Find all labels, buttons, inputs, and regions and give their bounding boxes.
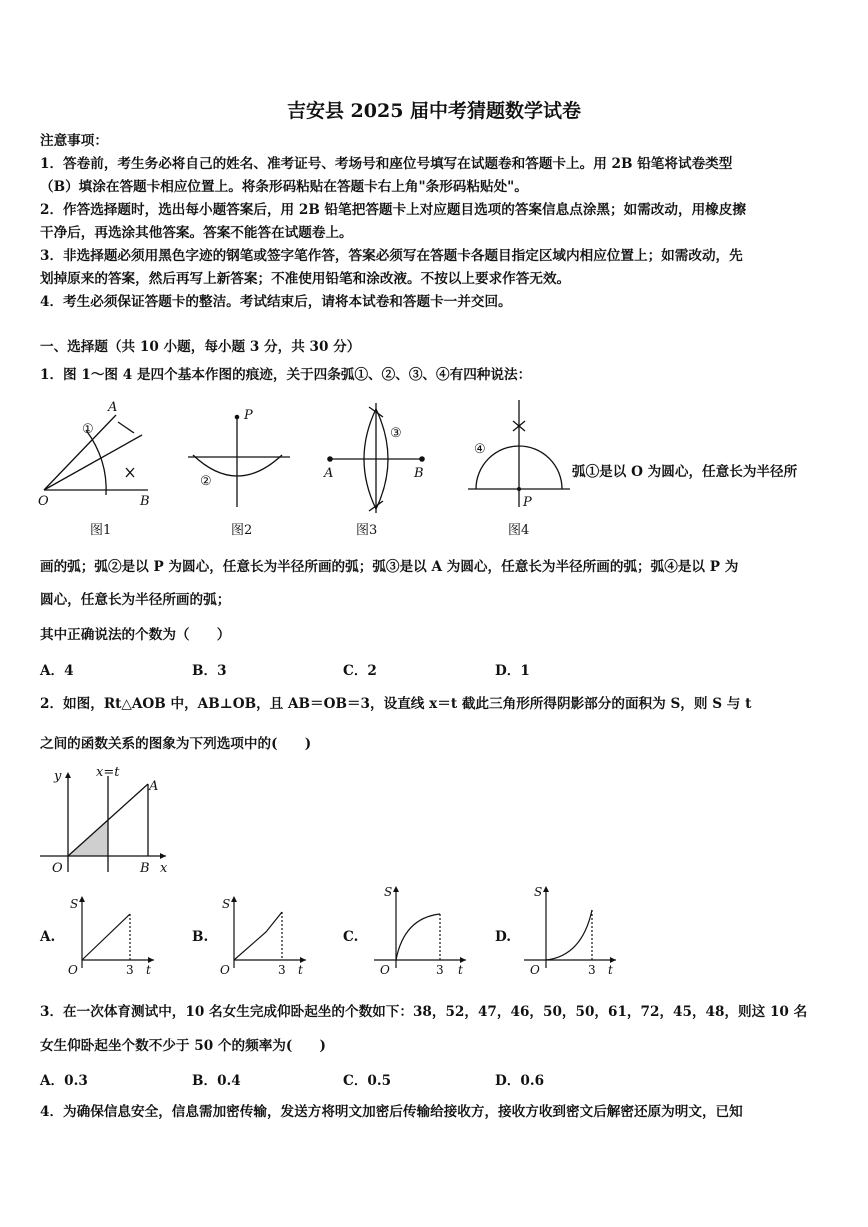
label-t: t (458, 963, 463, 977)
label-O: O (52, 861, 63, 876)
label-S: S (534, 885, 543, 899)
notice-heading: 注意事项： (40, 133, 108, 149)
label-B: B (140, 861, 150, 876)
arc-label-3: ③ (390, 426, 402, 441)
notice-line: （B）填涂在答题卡相应位置上。将条形码粘贴在答题卡右上角"条形码粘贴处"。 (40, 179, 528, 195)
label-t: t (146, 963, 151, 977)
question-1-side-text: 弧①是以 O 为圆心，任意长为半径所 (572, 464, 798, 480)
option-a: A. (40, 929, 56, 945)
label-t: t (298, 963, 303, 977)
fig-caption: 图3 (356, 523, 378, 538)
question-1-cont: 圆心，任意长为半径所画的弧； (40, 592, 231, 608)
option-a: A．0.3 (40, 1073, 88, 1089)
section-heading: 一、选择题（共 10 小题，每小题 3 分，共 30 分） (40, 339, 361, 355)
fig-caption: 图4 (508, 523, 530, 538)
q2-figure (36, 762, 176, 877)
label-S: S (222, 897, 231, 911)
arc-label-2: ② (200, 474, 212, 489)
option-b: B. (192, 929, 209, 945)
option-d: D. (495, 929, 512, 945)
option-c-graph (366, 880, 476, 980)
option-c: C．2 (343, 663, 377, 679)
label-S: S (70, 897, 79, 911)
question-4-stem: 4．为确保信息安全，信息需加密传输，发送方将明文加密后传输给接收方，接收方收到密文后解密还原为明文，已知 (40, 1104, 743, 1120)
option-a: A．4 (40, 663, 74, 679)
option-a-graph (62, 892, 162, 980)
question-1-stem: 1．图 1～图 4 是四个基本作图的痕迹，关于四条弧①、②、③、④有四种说法： (40, 367, 532, 383)
arc-label-4: ④ (474, 442, 486, 457)
label-y: y (54, 769, 62, 784)
notice-line: 4．考生必须保证答题卡的整洁。考试结束后，请将本试卷和答题卡一并交回。 (40, 294, 512, 310)
option-c: C. (343, 929, 359, 945)
label-A: A (108, 400, 118, 415)
label-P: P (523, 495, 532, 510)
label-B: B (140, 494, 150, 509)
label-3: 3 (126, 963, 134, 977)
option-d: D．1 (495, 663, 530, 679)
option-d-graph (516, 880, 626, 980)
label-O: O (68, 963, 78, 977)
option-b-graph (214, 892, 314, 980)
label-3: 3 (278, 963, 286, 977)
label-O: O (380, 963, 390, 977)
label-t: t (608, 963, 613, 977)
arc-label-1: ① (82, 422, 94, 437)
option-c: C．0.5 (343, 1073, 392, 1089)
label-3: 3 (588, 963, 596, 977)
fig-caption: 图2 (231, 523, 253, 538)
label-O: O (530, 963, 540, 977)
label-3: 3 (436, 963, 444, 977)
question-3-stem: 3．在一次体育测试中，10 名女生完成仰卧起坐的个数如下：38，52，47，46，50，50，61，72，45，48，则这 10 名 (40, 1004, 808, 1020)
label-B: B (414, 466, 424, 481)
notice-line: 3．非选择题必须用黑色字迹的钢笔或签字笔作答，答案必须写在答题卡各题目指定区域内相应位置上；如需改动，先 (40, 248, 743, 264)
notice-line: 2．作答选择题时，选出每小题答案后，用 2B 铅笔把答题卡上对应题目选项的答案信息点涂黑；如需改动，用橡皮擦 (40, 202, 746, 218)
notice-line: 干净后，再选涂其他答案。答案不能答在试题卷上。 (40, 225, 353, 241)
notice-line: 划掉原来的答案，然后再写上新答案；不准使用铅笔和涂改液。不按以上要求作答无效。 (40, 271, 571, 287)
question-2-cont: 之间的函数关系的图象为下列选项中的( ) (40, 736, 312, 752)
label-x: x (160, 861, 168, 876)
label-S: S (384, 885, 393, 899)
question-1-cont: 画的弧；弧②是以 P 为圆心，任意长为半径所画的弧；弧③是以 A 为圆心，任意长为半径所画的弧；弧④是以 P 为 (40, 559, 739, 575)
label-P: P (244, 408, 253, 423)
page-title: 吉安县 2025 届中考猜题数学试卷 (286, 100, 582, 122)
label-x-t: x=t (96, 765, 120, 780)
question-3-cont: 女生仰卧起坐个数不少于 50 个的频率为( ) (40, 1038, 326, 1054)
option-b: B．3 (192, 663, 227, 679)
question-1-ask: 其中正确说法的个数为（ ） (40, 627, 231, 643)
fig-caption: 图1 (90, 523, 112, 538)
label-O: O (220, 963, 230, 977)
question-2-stem: 2．如图，Rt△AOB 中，AB⊥OB，且 AB＝OB＝3，设直线 x＝t 截此三角形所得阴影部分的面积为 S，则 S 与 t (40, 696, 752, 712)
label-A: A (324, 466, 334, 481)
notice-line: 1．答卷前，考生务必将自己的姓名、准考证号、考场号和座位号填写在试题卷和答题卡上。用 2B 铅笔将试卷类型 (40, 156, 733, 172)
label-A: A (149, 779, 159, 794)
option-d: D．0.6 (495, 1073, 545, 1089)
label-O: O (38, 494, 49, 509)
option-b: B．0.4 (192, 1073, 241, 1089)
